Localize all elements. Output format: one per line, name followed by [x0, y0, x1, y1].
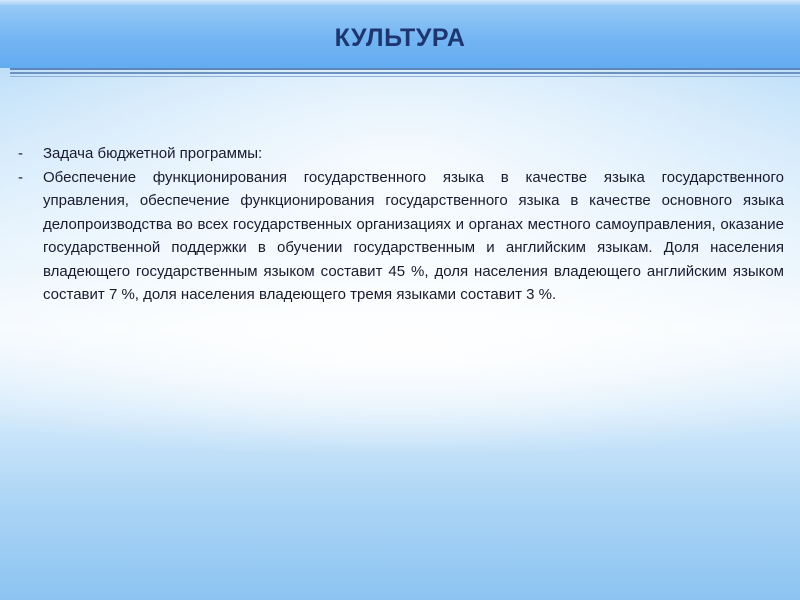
slide-title: КУЛЬТУРА [334, 24, 466, 52]
bullet-text: Обеспечение функционирования государственного языка в качестве языка государственного управления, обеспечение функционирования государственного языка в качестве основного языка делопроизводства во всех государственных организациях и органах местного самоуправления, оказание государственной поддержки в обучении государственным и английским языкам. Доля населения владеющего государственным языком составит 45 %, доля населения владеющего английским языком составит 7 %, доля населения владеющего тремя языками составит 3 %. [43, 168, 784, 303]
title-divider-line [10, 76, 800, 77]
bullet-item [18, 142, 784, 166]
title-bar-shine [0, 0, 800, 6]
bullet-item [18, 166, 784, 307]
slide-body [18, 142, 784, 307]
bullet-marker: - [18, 168, 23, 186]
title-bar [0, 0, 800, 68]
title-divider-line [10, 68, 800, 70]
title-divider-line [10, 72, 800, 74]
bullet-marker: - [18, 145, 23, 162]
bullet-text: Задача бюджетной программы: [43, 145, 263, 162]
